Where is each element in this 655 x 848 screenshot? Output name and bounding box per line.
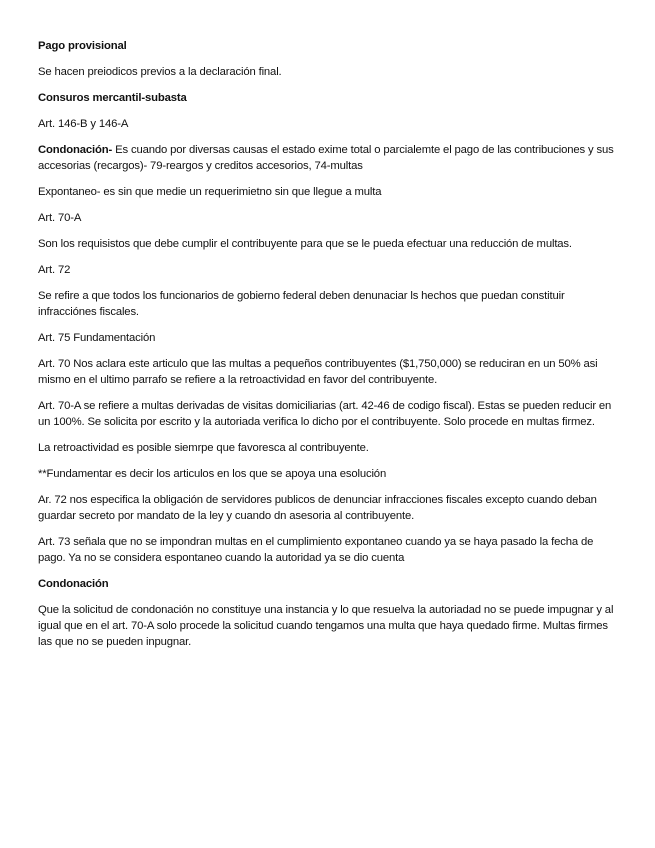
document-page	[38, 38, 618, 660]
condonacion-term: Condonación-	[38, 144, 113, 156]
heading-pago-provisional: Pago provisional	[38, 40, 127, 52]
paragraph-art-70a-label: Art. 70-A	[38, 212, 82, 224]
paragraph-funcionarios: Se refire a que todos los funcionarios de gobierno federal deben denunaciar ls hechos que puedan constituir infracciónes fiscales.	[38, 290, 565, 318]
paragraph-art-75: Art. 75 Fundamentación	[38, 332, 156, 344]
paragraph-solicitud-condonacion: Que la solicitud de condonación no constituye una instancia y lo que resuelva la autoriadad no se puede impugnar y al igual que en el art. 70-A solo procede la solicitud cuando tengamos una multa que haya quedado firme. Multas firmes las que no se pueden inpugnar.	[38, 604, 614, 648]
paragraph-expontaneo: Expontaneo- es sin que medie un requerimietno sin que llegue a multa	[38, 186, 382, 198]
condonacion-definition-text: Es cuando por diversas causas el estado exime total o parcialemte el pago de las contribuciones y sus accesorias (recargos)- 79-reargos y creditos accesorios, 74-multas	[38, 144, 614, 172]
paragraph-retroactividad: La retroactividad es posible siemrpe que favoresca al contribuyente.	[38, 442, 369, 454]
heading-consuros: Consuros mercantil-subasta	[38, 92, 187, 104]
paragraph-pago-provisional: Se hacen preiodicos previos a la declaración final.	[38, 66, 282, 78]
paragraph-fundamentar: **Fundamentar es decir los articulos en los que se apoya una esolución	[38, 468, 387, 480]
paragraph-art-73: Art. 73 señala que no se impondran multas en el cumplimiento expontaneo cuando ya se haya pasado la fecha de pago. Ya no se considera espontaneo cuando la autoridad ya se dio cuenta	[38, 536, 594, 564]
paragraph-condonacion-definition	[38, 142, 618, 174]
paragraph-art-72-label: Art. 72	[38, 264, 71, 276]
paragraph-art-70: Art. 70 Nos aclara este articulo que las multas a pequeños contribuyentes ($1,750,000) se reduciran en un 50% asi mismo en el ultimo parrafo se refiere a la retroactividad en favor del contribuyente.	[38, 358, 598, 386]
paragraph-art-70a: Art. 70-A se refiere a multas derivadas de visitas domiciliarias (art. 42-46 de codigo fiscal). Estas se pueden reducir en un 100%. Se solicita por escrito y la autoriada verifica lo dicho por el contribuyente. Solo procede en multas firmez.	[38, 400, 612, 428]
paragraph-requisitos: Son los requisistos que debe cumplir el contribuyente para que se le pueda efectuar una reducción de multas.	[38, 238, 572, 250]
heading-condonacion: Condonación	[38, 578, 109, 590]
paragraph-art-72: Ar. 72 nos especifica la obligación de servidores publicos de denunciar infracciones fiscales excepto cuando deban guardar secreto por mandato de la ley y cuando dn asesoria al contribuyente.	[38, 494, 597, 522]
paragraph-art-146: Art. 146-B y 146-A	[38, 118, 129, 130]
